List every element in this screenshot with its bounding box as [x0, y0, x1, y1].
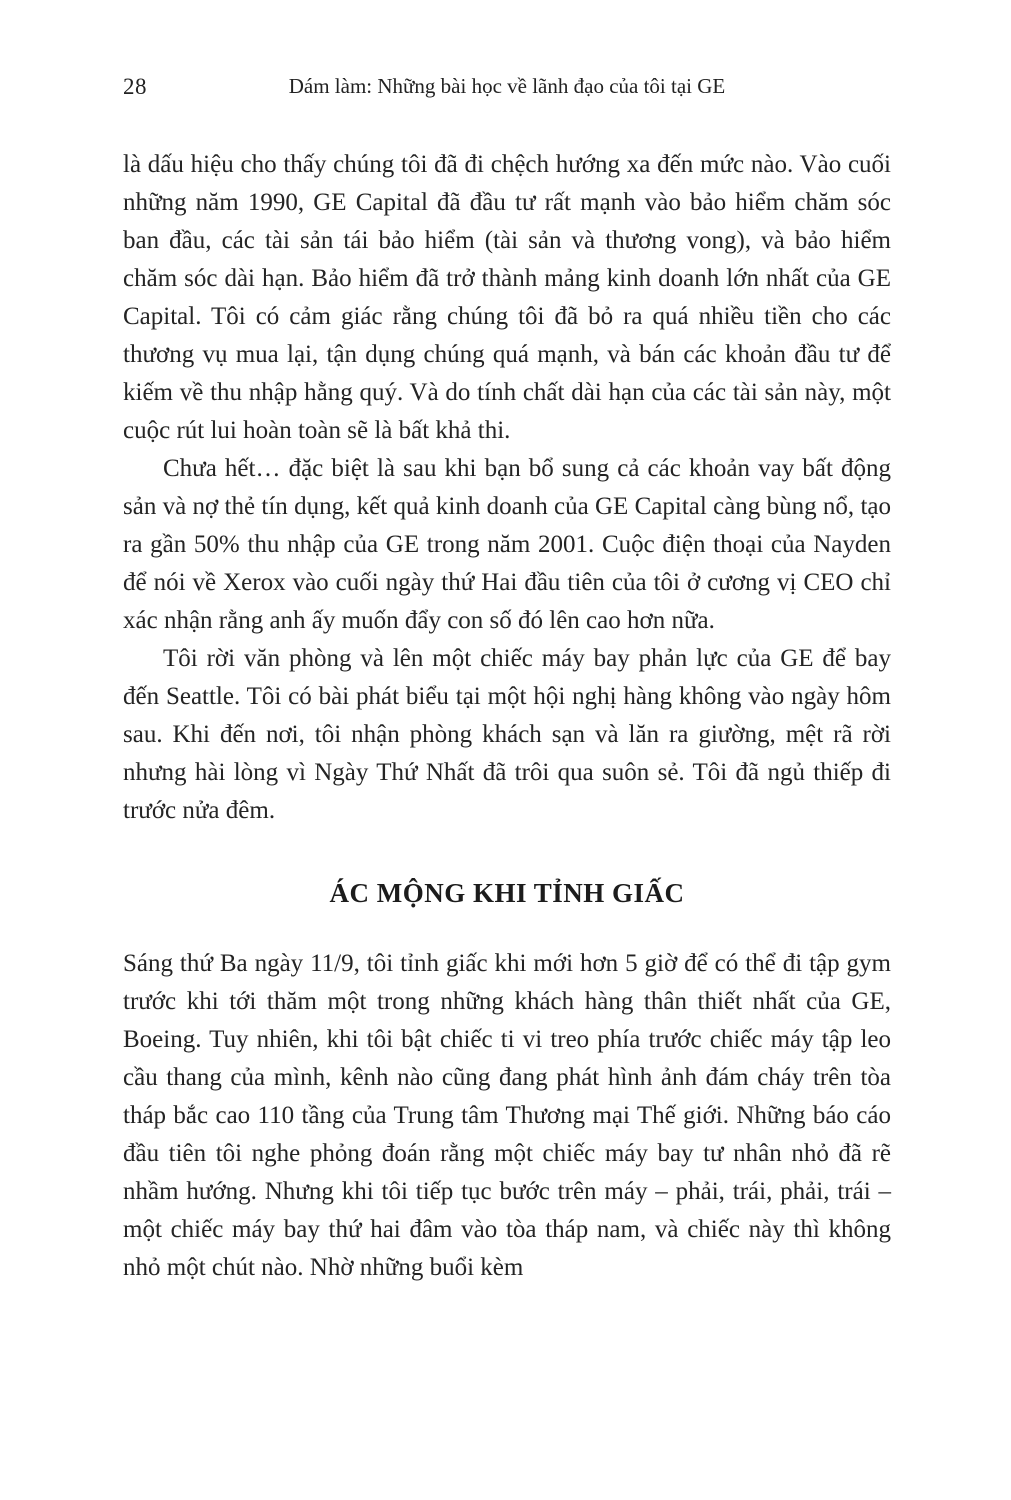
section-heading: ÁC MỘNG KHI TỈNH GIẤC	[329, 878, 685, 908]
paragraph-ge-capital-growth: Chưa hết… đặc biệt là sau khi bạn bổ sung cả các khoản vay bất động sản và nợ thẻ tín dụng, kết quả kinh doanh của GE Capital càng bùng nổ, tạo ra gần 50% thu nhập của GE trong năm 2001. Cuộc điện thoại của Nayden để nói về Xerox vào cuối ngày thứ Hai đầu tiên của tôi ở cương vị CEO chỉ xác nhận rằng anh ấy muốn đẩy con số đó lên cao hơn nữa.	[123, 455, 891, 634]
running-title: Dám làm: Những bài học về lãnh đạo của tôi tại GE	[288, 74, 726, 98]
paragraph-september-11: Sáng thứ Ba ngày 11/9, tôi tỉnh giấc khi mới hơn 5 giờ để có thể đi tập gym trước khi tới thăm một trong những khách hàng thân thiết nhất của GE, Boeing. Tuy nhiên, khi tôi bật chiếc ti vi treo phía trước chiếc máy tập leo cầu thang của mình, kênh nào cũng đang phát hình ảnh đám cháy trên tòa tháp bắc cao 110 tầng của Trung tâm Thương mại Thế giới. Những báo cáo đầu tiên tôi nghe phỏng đoán rằng một chiếc máy bay tư nhân nhỏ đã rẽ nhầm hướng. Nhưng khi tôi tiếp tục bước trên máy – phải, trái, phải, trái – một chiếc máy bay thứ hai đâm vào tòa tháp nam, và chiếc này thì không nhỏ một chút nào. Nhờ những buổi kèm	[123, 950, 891, 1281]
running-header	[123, 72, 891, 102]
paragraph-continuation: là dấu hiệu cho thấy chúng tôi đã đi chệch hướng xa đến mức nào. Vào cuối những năm 1990, GE Capital đã đầu tư rất mạnh vào bảo hiểm chăm sóc ban đầu, các tài sản tái bảo hiểm (tài sản và thương vong), và bảo hiểm chăm sóc dài hạn. Bảo hiểm đã trở thành mảng kinh doanh lớn nhất của GE Capital. Tôi có cảm giác rằng chúng tôi đã bỏ ra quá nhiều tiền cho các thương vụ mua lại, tận dụng chúng quá mạnh, và bán các khoản đầu tư để kiếm về thu nhập hằng quý. Và do tính chất dài hạn của các tài sản này, một cuộc rút lui hoàn toàn sẽ là bất khả thi.	[123, 151, 891, 444]
paragraph-flight-to-seattle: Tôi rời văn phòng và lên một chiếc máy bay phản lực của GE để bay đến Seattle. Tôi có bài phát biểu tại một hội nghị hàng không vào ngày hôm sau. Khi đến nơi, tôi nhận phòng khách sạn và lăn ra giường, mệt rã rời nhưng hài lòng vì Ngày Thứ Nhất đã trôi qua suôn sẻ. Tôi đã ngủ thiếp đi trước nửa đêm.	[123, 645, 891, 824]
page-number: 28	[123, 74, 147, 99]
page-body	[123, 146, 891, 1287]
